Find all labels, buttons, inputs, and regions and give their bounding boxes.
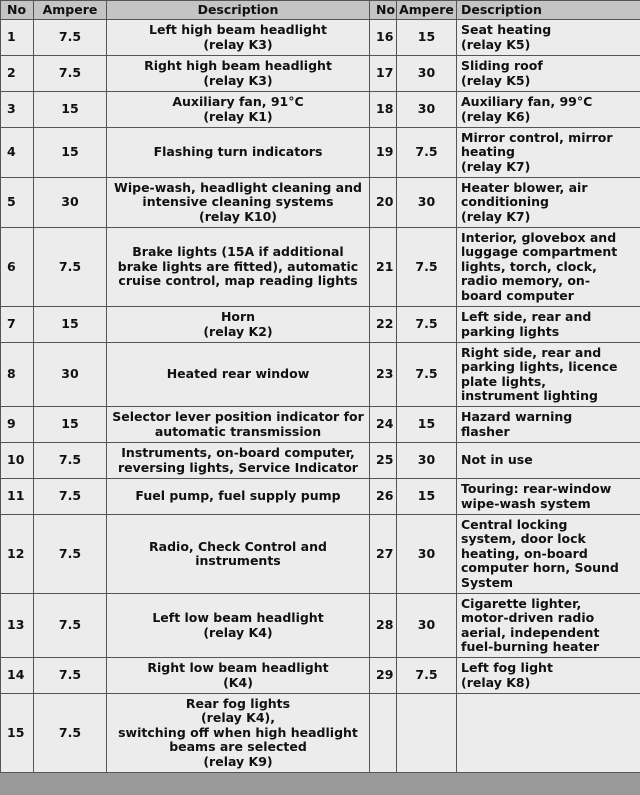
table-row	[1, 479, 640, 515]
fuse-ampere: 15	[397, 20, 457, 56]
fuse-description: Left fog light (relay K8)	[457, 658, 640, 694]
fuse-ampere: 15	[34, 407, 107, 443]
fuse-ampere: 15	[34, 307, 107, 343]
fuse-ampere: 7.5	[397, 307, 457, 343]
fuse-description: Rear fog lights (relay K4), switching off when high headlight beams are selected (relay K9)	[107, 694, 370, 773]
table-row	[1, 228, 640, 307]
fuse-ampere: 30	[397, 515, 457, 594]
fuse-no: 25	[370, 443, 397, 479]
fuse-ampere: 30	[397, 56, 457, 92]
fuse-description: Wipe-wash, headlight cleaning and intensive cleaning systems (relay K10)	[107, 178, 370, 228]
fuse-no: 4	[1, 128, 34, 178]
fuse-description: Heater blower, air conditioning (relay K7)	[457, 178, 640, 228]
fuse-ampere: 7.5	[34, 594, 107, 658]
fuse-ampere: 30	[397, 443, 457, 479]
fuse-description: Right side, rear and parking lights, licence plate lights, instrument lighting	[457, 343, 640, 407]
fuse-ampere: 7.5	[34, 479, 107, 515]
fuse-no: 18	[370, 92, 397, 128]
fuse-ampere: 7.5	[34, 56, 107, 92]
fuse-no: 29	[370, 658, 397, 694]
fuse-ampere: 7.5	[34, 658, 107, 694]
fuse-no: 28	[370, 594, 397, 658]
fuse-no: 27	[370, 515, 397, 594]
fuse-ampere: 15	[397, 407, 457, 443]
fuse-ampere: 7.5	[34, 443, 107, 479]
fuse-no: 9	[1, 407, 34, 443]
fuse-ampere: 7.5	[397, 228, 457, 307]
fuse-description: Left high beam headlight (relay K3)	[107, 20, 370, 56]
fuse-description: Cigarette lighter, motor-driven radio aerial, independent fuel-burning heater	[457, 594, 640, 658]
fuse-ampere: 30	[34, 178, 107, 228]
fuse-ampere: 7.5	[34, 694, 107, 773]
fuse-ampere: 7.5	[34, 20, 107, 56]
fuse-ampere: 7.5	[34, 228, 107, 307]
table-row	[1, 20, 640, 56]
table-row	[1, 128, 640, 178]
fuse-ampere: 30	[397, 178, 457, 228]
fuse-description: Touring: rear-window wipe-wash system	[457, 479, 640, 515]
header-no-left: No	[1, 1, 34, 20]
fuse-description: Interior, glovebox and luggage compartment lights, torch, clock, radio memory, on- board computer	[457, 228, 640, 307]
table-row	[1, 658, 640, 694]
fuse-no: 26	[370, 479, 397, 515]
table-row	[1, 407, 640, 443]
table-row	[1, 443, 640, 479]
fuse-no: 24	[370, 407, 397, 443]
fuse-no: 1	[1, 20, 34, 56]
fuse-ampere: 7.5	[397, 343, 457, 407]
fuse-ampere: 30	[34, 343, 107, 407]
table-row	[1, 307, 640, 343]
fuse-no: 11	[1, 479, 34, 515]
fuse-no: 6	[1, 228, 34, 307]
fuse-no: 20	[370, 178, 397, 228]
fuse-description: Selector lever position indicator for automatic transmission	[107, 407, 370, 443]
fuse-description: Radio, Check Control and instruments	[107, 515, 370, 594]
fuse-description: Mirror control, mirror heating (relay K7)	[457, 128, 640, 178]
fuse-description: Auxiliary fan, 91°C (relay K1)	[107, 92, 370, 128]
fuse-description: Left low beam headlight (relay K4)	[107, 594, 370, 658]
table-row	[1, 92, 640, 128]
fuse-ampere: 7.5	[397, 658, 457, 694]
fuse-description: Fuel pump, fuel supply pump	[107, 479, 370, 515]
fuse-no: 10	[1, 443, 34, 479]
table-row	[1, 694, 640, 773]
fuse-no: 8	[1, 343, 34, 407]
fuse-ampere	[397, 694, 457, 773]
fuse-description: Horn (relay K2)	[107, 307, 370, 343]
fuse-description: Central locking system, door lock heating, on-board computer horn, Sound System	[457, 515, 640, 594]
fuse-description: Right high beam headlight (relay K3)	[107, 56, 370, 92]
fuse-description: Seat heating (relay K5)	[457, 20, 640, 56]
fuse-description: Flashing turn indicators	[107, 128, 370, 178]
table-row	[1, 178, 640, 228]
fuse-no: 22	[370, 307, 397, 343]
fuse-description: Heated rear window	[107, 343, 370, 407]
fuse-description	[457, 694, 640, 773]
fuse-ampere: 15	[34, 92, 107, 128]
fuse-description: Brake lights (15A if additional brake lights are fitted), automatic cruise control, map reading lights	[107, 228, 370, 307]
fuse-no: 5	[1, 178, 34, 228]
header-no-right: No	[370, 1, 397, 20]
table-row	[1, 343, 640, 407]
fuse-no: 16	[370, 20, 397, 56]
header-ampere-left: Ampere	[34, 1, 107, 20]
fuse-description: Not in use	[457, 443, 640, 479]
fuse-no: 12	[1, 515, 34, 594]
fuse-no: 15	[1, 694, 34, 773]
fuse-description: Left side, rear and parking lights	[457, 307, 640, 343]
header-description-right: Description	[457, 1, 640, 20]
fuse-no: 3	[1, 92, 34, 128]
table-row	[1, 56, 640, 92]
fuse-ampere: 30	[397, 594, 457, 658]
fuse-no	[370, 694, 397, 773]
fuse-ampere: 7.5	[34, 515, 107, 594]
fuse-ampere: 15	[397, 479, 457, 515]
table-row	[1, 515, 640, 594]
fuse-no: 23	[370, 343, 397, 407]
table-row	[1, 594, 640, 658]
header-ampere-right: Ampere	[397, 1, 457, 20]
fuse-no: 2	[1, 56, 34, 92]
header-row	[1, 1, 640, 20]
fuse-no: 17	[370, 56, 397, 92]
fuse-no: 14	[1, 658, 34, 694]
fuse-description: Instruments, on-board computer, reversing lights, Service Indicator	[107, 443, 370, 479]
fuse-no: 21	[370, 228, 397, 307]
fuse-description: Auxiliary fan, 99°C (relay K6)	[457, 92, 640, 128]
fuse-no: 13	[1, 594, 34, 658]
fuse-ampere: 30	[397, 92, 457, 128]
fuse-ampere: 7.5	[397, 128, 457, 178]
fuse-description: Hazard warning flasher	[457, 407, 640, 443]
header-description-left: Description	[107, 1, 370, 20]
fuse-ampere: 15	[34, 128, 107, 178]
fuse-description: Right low beam headlight (K4)	[107, 658, 370, 694]
fuse-description: Sliding roof (relay K5)	[457, 56, 640, 92]
fuse-no: 19	[370, 128, 397, 178]
fuse-no: 7	[1, 307, 34, 343]
